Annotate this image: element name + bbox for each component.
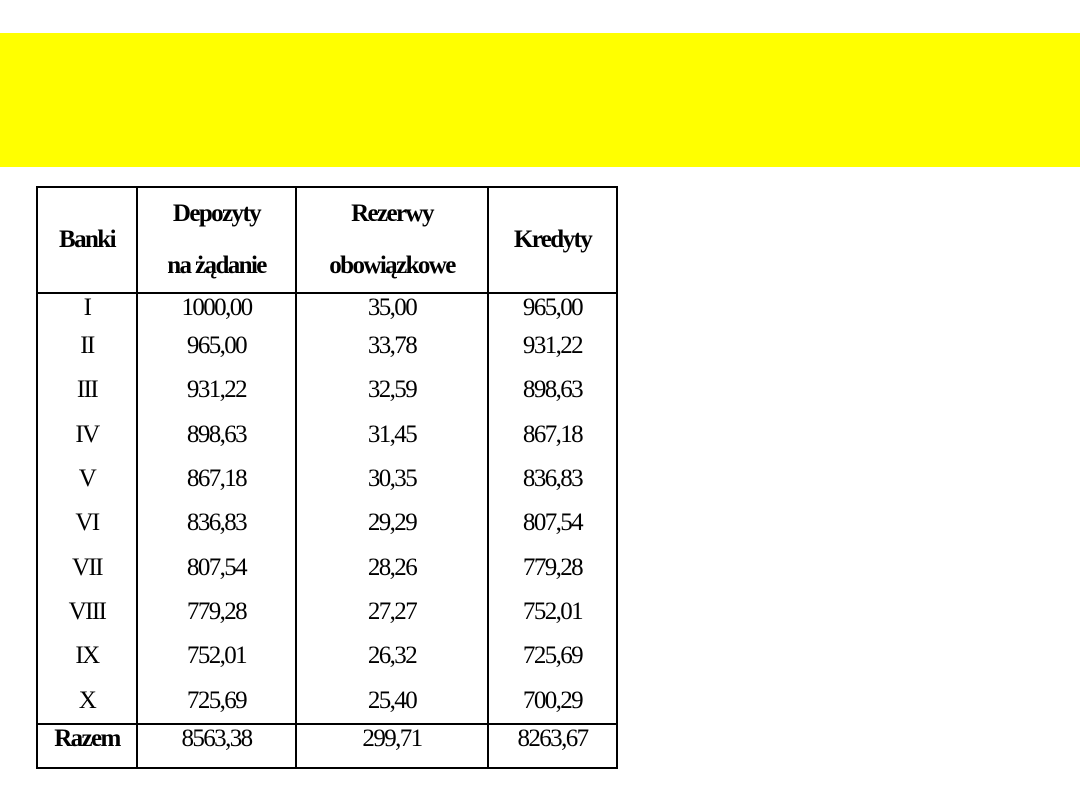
- deposit-cell: 752,01: [137, 634, 296, 678]
- table-row: [37, 457, 617, 501]
- deposit-cell: 898,63: [137, 413, 296, 457]
- bank-cell: I: [37, 293, 137, 324]
- bank-cell: VII: [37, 545, 137, 589]
- credit-cell: 931,22: [488, 324, 617, 368]
- deposit-cell: 807,54: [137, 545, 296, 589]
- deposit-cell: 725,69: [137, 678, 296, 723]
- bank-cell: X: [37, 678, 137, 723]
- reserve-cell: 26,32: [296, 634, 488, 678]
- credit-cell: 779,28: [488, 545, 617, 589]
- total-reserves: 299,71: [296, 724, 488, 768]
- reserve-cell: 30,35: [296, 457, 488, 501]
- bank-cell: IV: [37, 413, 137, 457]
- total-label: Razem: [37, 724, 137, 768]
- deposit-cell: 1000,00: [137, 293, 296, 324]
- total-deposits: 8563,38: [137, 724, 296, 768]
- credit-cell: 752,01: [488, 590, 617, 634]
- table-row: [37, 678, 617, 723]
- bank-cell: VIII: [37, 590, 137, 634]
- credit-cell: 807,54: [488, 501, 617, 545]
- deposit-cell: 867,18: [137, 457, 296, 501]
- header-rezerwy: Rezerwy obowiązkowe: [296, 187, 488, 293]
- deposit-cell: 931,22: [137, 368, 296, 412]
- reserve-cell: 29,29: [296, 501, 488, 545]
- reserve-cell: 28,26: [296, 545, 488, 589]
- table-row: [37, 501, 617, 545]
- header-row: [37, 187, 617, 293]
- table-row: [37, 293, 617, 324]
- table-row: [37, 324, 617, 368]
- header-kredyty: Kredyty: [488, 187, 617, 293]
- total-credits: 8263,67: [488, 724, 617, 768]
- credit-cell: 898,63: [488, 368, 617, 412]
- table-row: [37, 634, 617, 678]
- credit-cell: 867,18: [488, 413, 617, 457]
- table-row: [37, 545, 617, 589]
- total-row: [37, 724, 617, 768]
- bank-cell: III: [37, 368, 137, 412]
- reserve-cell: 32,59: [296, 368, 488, 412]
- reserve-cell: 31,45: [296, 413, 488, 457]
- credit-cell: 700,29: [488, 678, 617, 723]
- bank-cell: IX: [37, 634, 137, 678]
- reserve-cell: 35,00: [296, 293, 488, 324]
- reserve-cell: 33,78: [296, 324, 488, 368]
- bank-cell: VI: [37, 501, 137, 545]
- deposit-cell: 965,00: [137, 324, 296, 368]
- bank-deposit-table: [36, 186, 618, 769]
- deposit-cell: 836,83: [137, 501, 296, 545]
- header-depozyty: Depozyty na żądanie: [137, 187, 296, 293]
- credit-cell: 836,83: [488, 457, 617, 501]
- table-row: [37, 590, 617, 634]
- table-row: [37, 368, 617, 412]
- credit-cell: 725,69: [488, 634, 617, 678]
- credit-cell: 965,00: [488, 293, 617, 324]
- reserve-cell: 25,40: [296, 678, 488, 723]
- reserve-cell: 27,27: [296, 590, 488, 634]
- table-row: [37, 413, 617, 457]
- bank-cell: V: [37, 457, 137, 501]
- header-banki: Banki: [37, 187, 137, 293]
- title-banner: [0, 33, 1080, 167]
- bank-cell: II: [37, 324, 137, 368]
- deposit-cell: 779,28: [137, 590, 296, 634]
